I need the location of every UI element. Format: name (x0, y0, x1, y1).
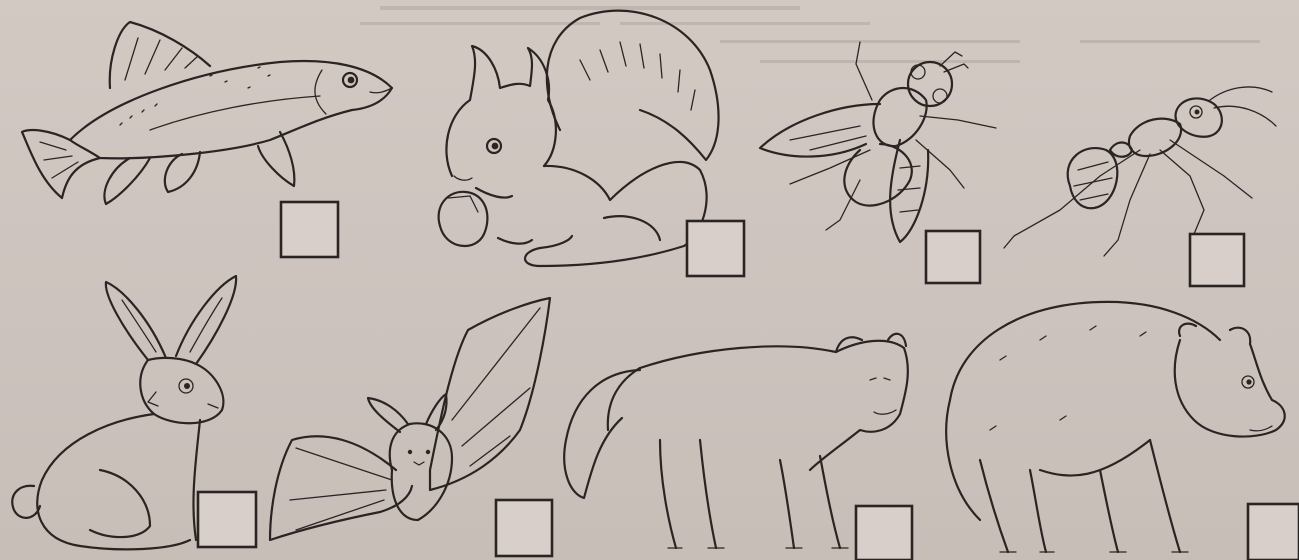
ant-icon (1004, 87, 1276, 256)
fly-checkbox[interactable] (926, 231, 980, 283)
hare-checkbox[interactable] (198, 492, 256, 547)
bat-checkbox[interactable] (496, 500, 552, 556)
squirrel-checkbox[interactable] (687, 221, 744, 276)
fish-icon (22, 22, 392, 204)
squirrel-icon (439, 11, 719, 266)
fly-icon (760, 42, 996, 242)
wolf-checkbox[interactable] (856, 506, 912, 560)
ant-checkbox[interactable] (1190, 234, 1244, 286)
fish-checkbox[interactable] (281, 202, 338, 257)
bear-icon (946, 302, 1284, 552)
bear-checkbox[interactable] (1248, 504, 1299, 560)
